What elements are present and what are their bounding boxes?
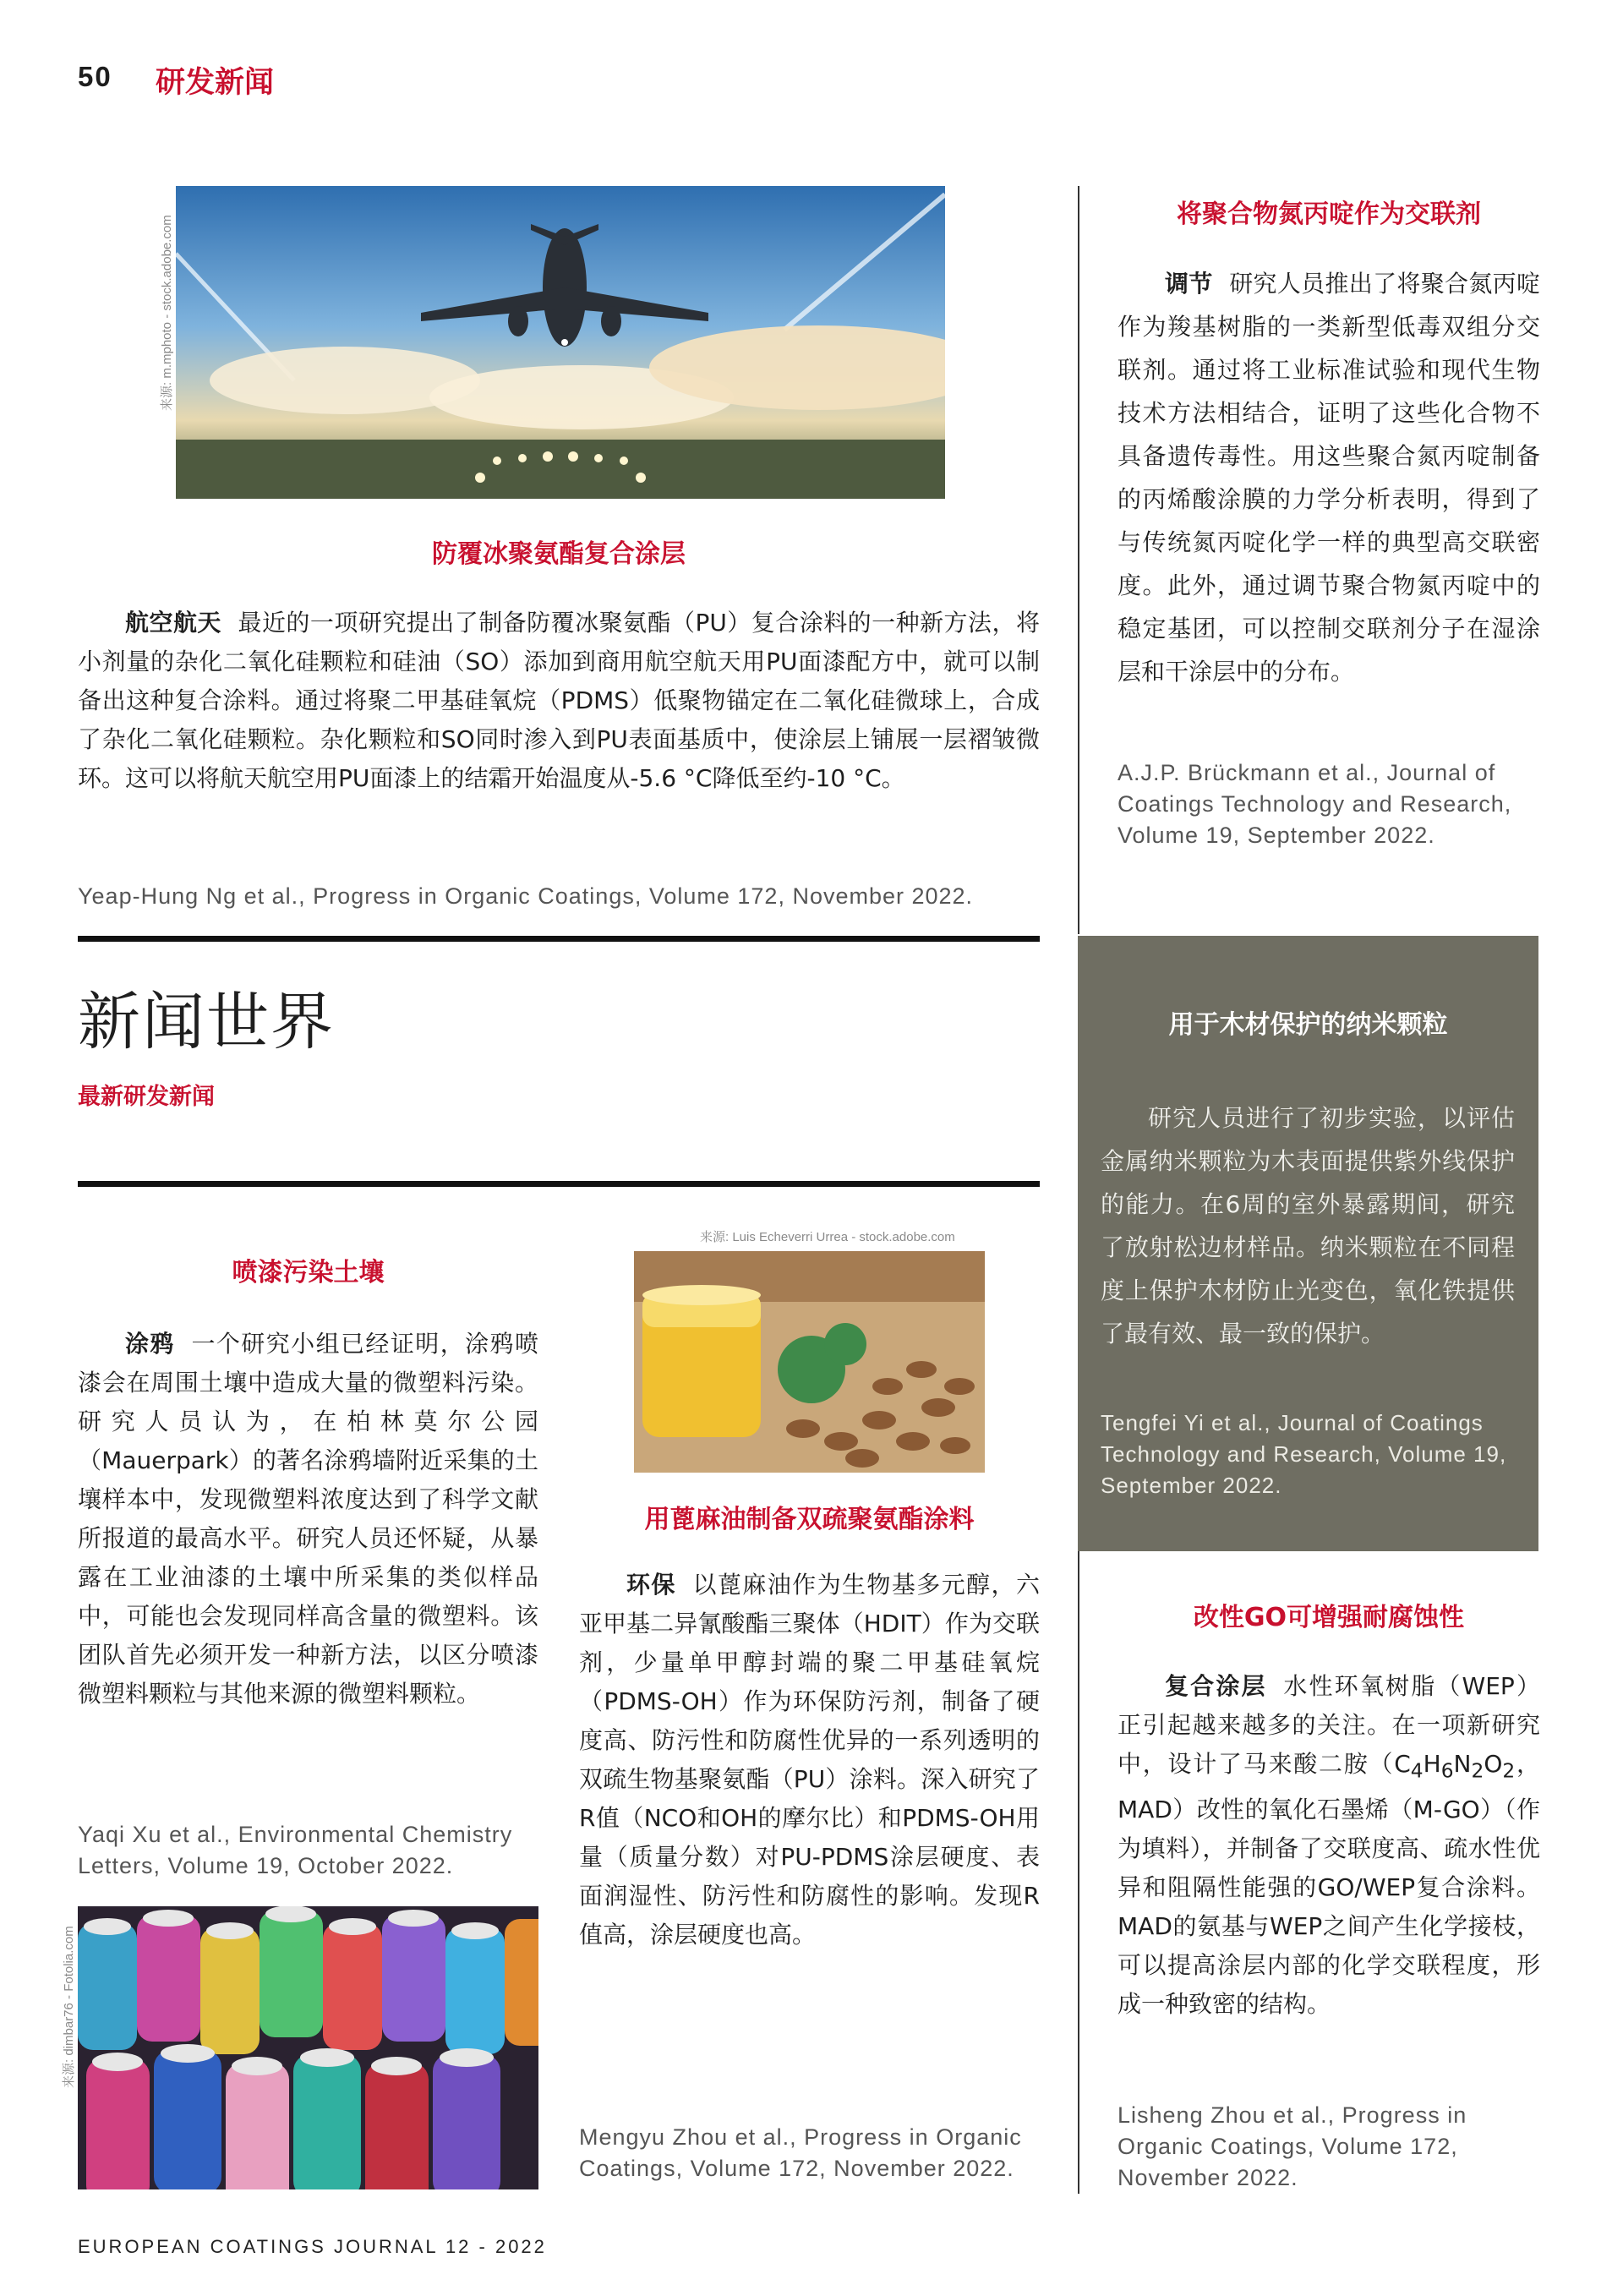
- article-lead-soil: 涂鸦: [125, 1330, 175, 1358]
- formula-n: N: [1453, 1750, 1472, 1778]
- article-title-go: 改性GO可增强耐腐蚀性: [1193, 1603, 1465, 1632]
- citation-castor: Mengyu Zhou et al., Progress in Organic Coatings, Volume 172, November 2022.: [579, 2124, 1022, 2181]
- article-body-anti-icing: [78, 604, 1040, 798]
- citation-nano-wood: Tengfei Yi et al., Journal of Coatings Technology and Research, Volume 19, September 2022.: [1101, 1410, 1507, 1498]
- formula-sub-n: 2: [1471, 1758, 1484, 1783]
- news-world-subtitle: 最新研发新闻: [78, 1084, 215, 1110]
- article-body-go: [1118, 1667, 1540, 2024]
- footer-journal: EUROPEAN COATINGS JOURNAL 12 - 2022: [78, 2236, 547, 2257]
- formula-o: O: [1484, 1750, 1503, 1778]
- page-number: 50: [78, 61, 112, 92]
- article-title-soil: 喷漆污染土壤: [232, 1258, 385, 1287]
- article-text-go-before: 水性环氧树脂（WEP）正引起越来越多的关注。在一项新研究中，设计了马来酸二胺（C: [1118, 1672, 1540, 1778]
- castor-oil-photo: [634, 1251, 985, 1473]
- article-text-soil: 一个研究小组已经证明，涂鸦喷漆会在周围土壤中造成大量的微塑料污染。研究人员认为，在柏林莫尔公园（Mauerpark）的著名涂鸦墙附近采集的土壤样本中，发现微塑料浓度达到了科学文献所报道的最高水平。研究人员还怀疑，从暴露在工业油漆的土壤中所采集的类似样品中，可能也会发现同样高含量的微塑料。该团队首先必须开发一种新方法，以区分喷漆微塑料颗粒与其他来源的微塑料颗粒。: [78, 1330, 538, 1708]
- formula-sub-c: 4: [1410, 1758, 1424, 1783]
- formula-sub-o: 2: [1502, 1758, 1516, 1783]
- formula-sub-h: 6: [1440, 1758, 1454, 1783]
- citation-go: Lisheng Zhou et al., Progress in Organic Coatings, Volume 172, November 2022.: [1118, 2102, 1467, 2190]
- spray-cans-photo: [78, 1906, 538, 2189]
- article-lead-anti-icing: 航空航天: [125, 609, 221, 637]
- citation-crosslinker: A.J.P. Brückmann et al., Journal of Coatings Technology and Research, Volume 19, September 2022.: [1118, 760, 1512, 848]
- article-text-crosslinker: 研究人员推出了将聚合氮丙啶作为羧基树脂的一类新型低毒双组分交联剂。通过将工业标准试验和现代生物技术方法相结合，证明了这些化合物不具备遗传毒性。用这些聚合氮丙啶制备的丙烯酸涂膜的力学分析表明，得到了与传统氮丙啶化学一样的典型高交联密度。此外，通过调节聚合物氮丙啶中的稳定基团，可以控制交联剂分子在湿涂层和干涂层中的分布。: [1118, 270, 1540, 686]
- section-title: 研发新闻: [156, 66, 275, 100]
- article-text-go-after: ，MAD）改性的氧化石墨烯（M-GO）（作为填料），并制备了交联度高、疏水性优异和阻隔性能强的GO/WEP复合涂料。MAD的氨基与WEP之间产生化学接枝，可以提高涂层内部的化学交联程度，形成一种致密的结构。: [1118, 1750, 1540, 2018]
- news-world-title: 新闻世界: [78, 986, 335, 1058]
- rule-news-top: [78, 936, 1040, 942]
- article-lead-crosslinker: 调节: [1165, 270, 1213, 298]
- image-credit-airplane: 来源: m.mphoto - stock.adobe.com: [160, 215, 174, 411]
- article-body-castor: [579, 1566, 1040, 1954]
- article-lead-go: 复合涂层: [1165, 1672, 1267, 1700]
- article-title-castor: 用蓖麻油制备双疏聚氨酯涂料: [644, 1505, 975, 1534]
- sidebar-box-nano-wood: [1078, 936, 1538, 1551]
- image-credit-spray: 来源: dimbar76 - Fotolia.com: [62, 1926, 76, 2088]
- article-body-crosslinker: [1118, 262, 1540, 693]
- citation-soil: Yaqi Xu et al., Environmental Chemistry Letters, Volume 19, October 2022.: [78, 1822, 513, 1878]
- citation-anti-icing: Yeap-Hung Ng et al., Progress in Organic Coatings, Volume 172, November 2022.: [78, 883, 974, 909]
- article-text-nano-wood: 研究人员进行了初步实验，以评估金属纳米颗粒为木表面提供紫外线保护的能力。在6周的室外暴露期间，研究了放射松边材样品。纳米颗粒在不同程度上保护木材防止光变色，氧化铁提供了最有效、最一致的保护。: [1101, 1104, 1515, 1348]
- article-lead-castor: 环保: [626, 1571, 676, 1599]
- article-body-soil: [78, 1325, 538, 1714]
- rule-news-bottom: [78, 1181, 1040, 1187]
- column-divider-bottom: [1078, 1551, 1079, 2194]
- article-title-nano-wood: 用于木材保护的纳米颗粒: [1168, 1010, 1448, 1040]
- article-text-anti-icing: 最近的一项研究提出了制备防覆冰聚氨酯（PU）复合涂料的一种新方法，将小剂量的杂化二氧化硅颗粒和硅油（SO）添加到商用航空航天用PU面漆配方中，就可以制备出这种复合涂料。通过将聚二甲基硅氧烷（PDMS）低聚物锚定在二氧化硅微球上，合成了杂化二氧化硅颗粒。杂化颗粒和SO同时渗入到PU表面基质中，使涂层上铺展一层褶皱微环。这可以将航天航空用PU面漆上的结霜开始温度从-5.6 °C降低至约-10 °C。: [78, 609, 1040, 792]
- article-title-crosslinker: 将聚合物氮丙啶作为交联剂: [1177, 200, 1481, 229]
- column-divider-top: [1078, 186, 1079, 934]
- article-title-anti-icing: 防覆冰聚氨酯复合涂层: [432, 539, 686, 569]
- article-text-castor: 以蓖麻油作为生物基多元醇，六亚甲基二异氰酸酯三聚体（HDIT）作为交联剂，少量单甲醇封端的聚二甲基硅氧烷（PDMS-OH）作为环保防污剂，制备了硬度高、防污性和防腐性优异的一系列透明的双疏生物基聚氨酯（PU）涂料。深入研究了R值（NCO和OH的摩尔比）和PDMS-OH用量（质量分数）对PU-PDMS涂层硬度、表面润湿性、防污性和防腐性的影响。发现R值高，涂层硬度也高。: [579, 1571, 1040, 1949]
- airplane-photo: [176, 186, 945, 499]
- formula-h: H: [1423, 1750, 1441, 1778]
- image-credit-castor: 来源: Luis Echeverri Urrea - stock.adobe.com: [700, 1230, 955, 1244]
